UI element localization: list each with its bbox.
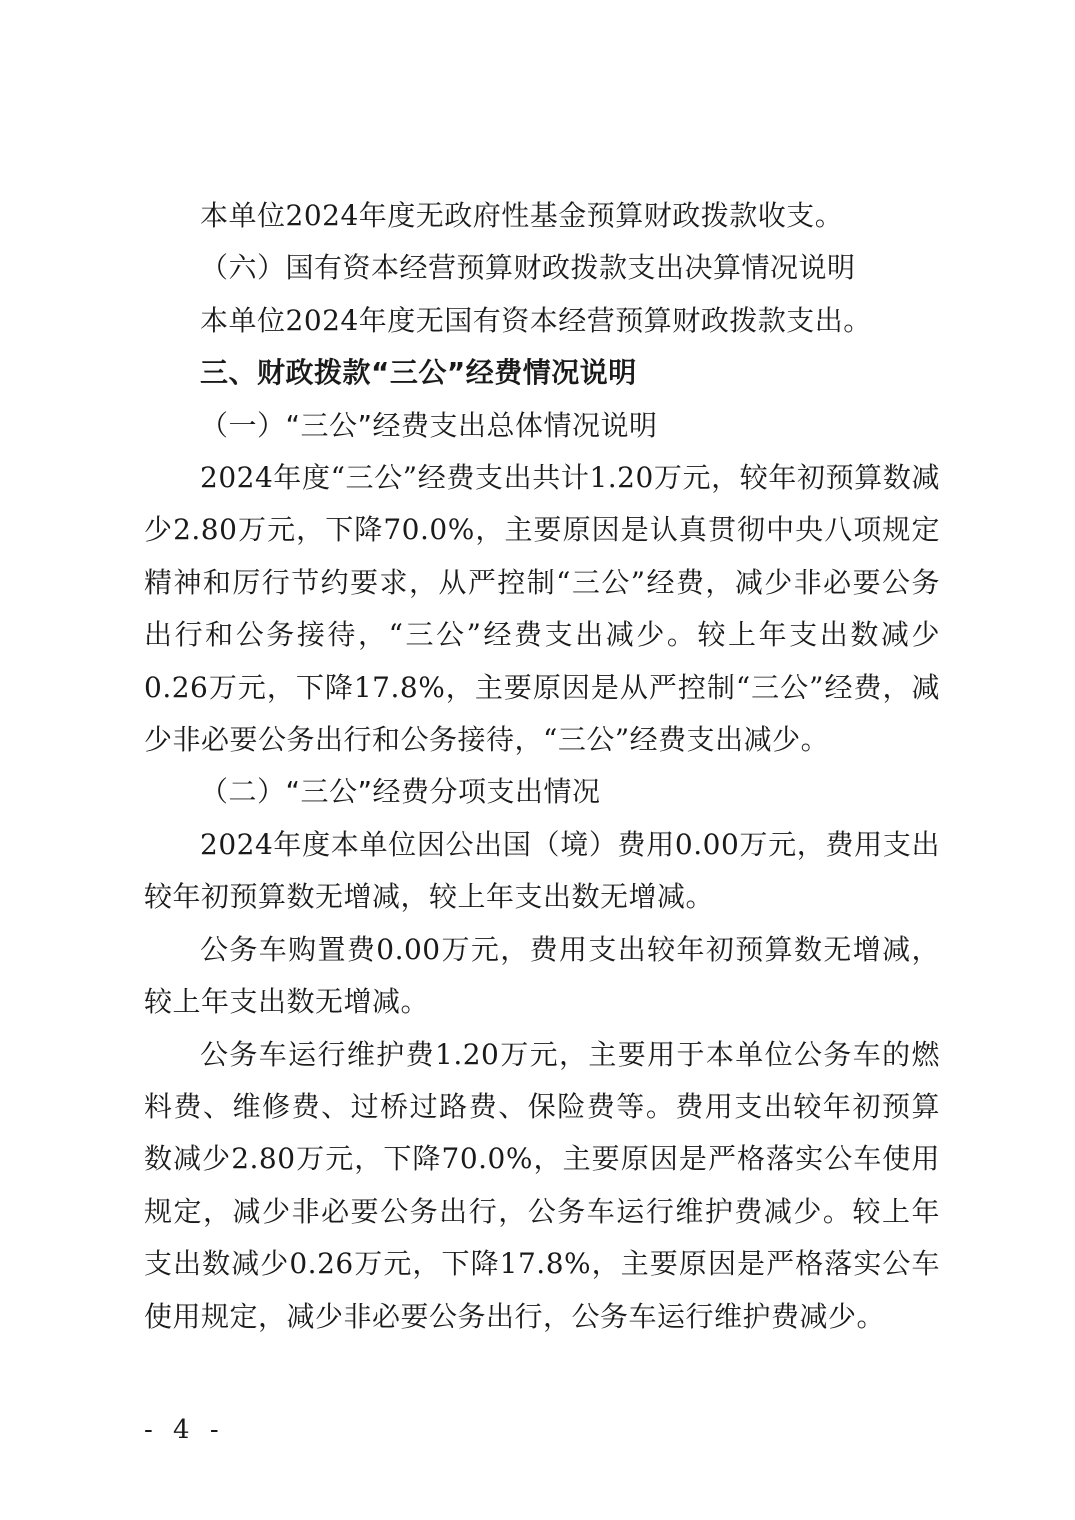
paragraph-no-fund-budget: 本单位2024年度无政府性基金预算财政拨款收支。: [200, 199, 844, 232]
paragraph-no-state-capital: 本单位2024年度无国有资本经营预算财政拨款支出。: [200, 303, 872, 337]
section-heading-overall: （一）“三公”经费支出总体情况说明: [200, 408, 658, 442]
paragraph-overall-spending: 2024年度“三公”经费支出共计1.20万元，较年初预算数减少2.80万元，下降70.0%，主要原因是认真贯彻中央八项规定精神和厉行节约要求，从严控制“三公”经费，减少非必要公务出行和公务接待，“三公”经费支出减少。较上年支出数减少0.26万元，下降17.8%，主要原因是从严控制“三公”经费，减少非必要公务出行和公务接待，“三公”经费支出减少。: [144, 461, 940, 757]
document-body: [144, 190, 940, 1343]
paragraph-overseas-travel: 2024年度本单位因公出国（境）费用0.00万元，费用支出较年初预算数无增减，较上年支出数无增减。: [144, 827, 940, 914]
chapter-heading-three-public: 三、财政拨款“三公”经费情况说明: [200, 356, 637, 390]
page-number: - 4 -: [144, 1415, 225, 1445]
paragraph-vehicle-operation: 公务车运行维护费1.20万元，主要用于本单位公务车的燃料费、维修费、过桥过路费、保险费等。费用支出较年初预算数减少2.80万元，下降70.0%，主要原因是严格落实公车使用规定，减少非必要公务出行，公务车运行维护费减少。较上年支出数减少0.26万元，下降17.8%，主要原因是严格落实公车使用规定，减少非必要公务出行，公务车运行维护费减少。: [144, 1037, 940, 1333]
paragraph-vehicle-purchase: 公务车购置费0.00万元，费用支出较年初预算数无增减，较上年支出数无增减。: [144, 932, 940, 1019]
section-heading-itemized: （二）“三公”经费分项支出情况: [200, 775, 601, 809]
section-heading-state-capital: （六）国有资本经营预算财政拨款支出决算情况说明: [200, 251, 856, 285]
